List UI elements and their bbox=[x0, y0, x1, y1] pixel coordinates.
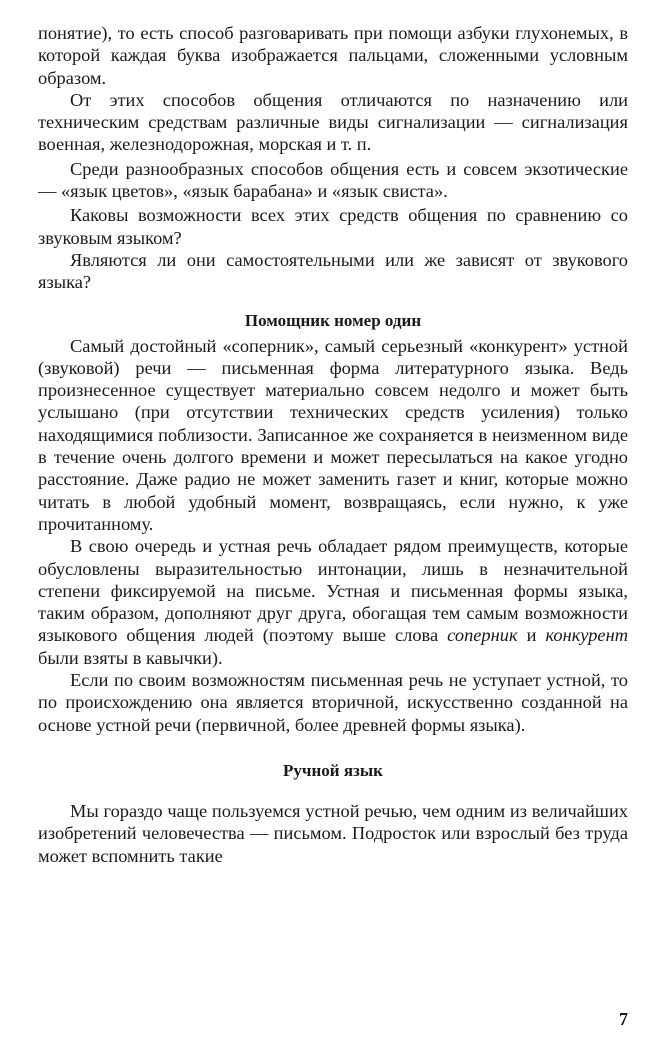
paragraph-7-text-b: были взяты в кавычки). bbox=[38, 647, 223, 668]
paragraph-1: понятие), то есть способ разговаривать при помощи азбуки глухонемых, в которой каждая буква изображается пальцами, сложенными условным образом. bbox=[38, 23, 628, 88]
paragraph-7-text-a: В свою очередь и устная речь обладает рядом преимуществ, которые обусловлены выразительностью интонации, лишь в незначительной степени фиксируемой на письме. Устная и письменная формы языка, таким образом, дополняют друг друга, обогащая тем самым возможности языкового общения людей (поэтому выше слова bbox=[38, 536, 628, 646]
italic-word-rival: соперник bbox=[447, 625, 518, 646]
paragraph-7-conj: и bbox=[517, 625, 546, 646]
italic-word-competitor: конкурент bbox=[545, 625, 628, 646]
paragraph-2: От этих способов общения отличаются по назначению или техническим средствам различные виды сигнализации — сигнализация военная, железнодорожная, морская и т. п. bbox=[38, 89, 628, 155]
paragraph-3: Среди разнообразных способов общения есть и совсем экзотические — «язык цветов», «язык барабана» и «язык свиста». bbox=[38, 158, 628, 202]
paragraph-8: Если по своим возможностям письменная речь не уступает устной, то по происхождению она является вторичной, искусственно созданной на основе устной речи (первичной, более древней формы языка). bbox=[38, 670, 628, 735]
paragraph-9: Мы гораздо чаще пользуемся устной речью, чем одним из величайших изобретений человечества — письмом. Подросток или взрослый без труда может вспомнить такие bbox=[38, 800, 628, 866]
paragraph-5: Являются ли они самостоятельными или же зависят от звукового языка? bbox=[38, 249, 628, 293]
page-number: 7 bbox=[619, 1009, 628, 1029]
book-page bbox=[38, 22, 628, 867]
section-heading-helper: Помощник номер один bbox=[244, 310, 422, 330]
paragraph-4: Каковы возможности всех этих средств общения по сравнению со звуковым языком? bbox=[38, 205, 628, 248]
section-heading-hand-language: Ручной язык bbox=[283, 760, 383, 780]
paragraph-6: Самый достойный «соперник», самый серьезный «конкурент» устной (звуковой) речи — письменная форма литературного языка. Ведь произнесенное существует материально совсем недолго и может быть услышано (при отсутствии технических средств усиления) только находящимися поблизости. Записанное же сохраняется в неизменном виде в течение очень долгого времени и может пересылаться на какое угодно расстояние. Даже радио не может заменить газет и книг, которые можно читать в любой удобный момент, возвращаясь, если нужно, к уже прочитанному. bbox=[38, 335, 628, 534]
paragraph-7 bbox=[38, 535, 628, 669]
